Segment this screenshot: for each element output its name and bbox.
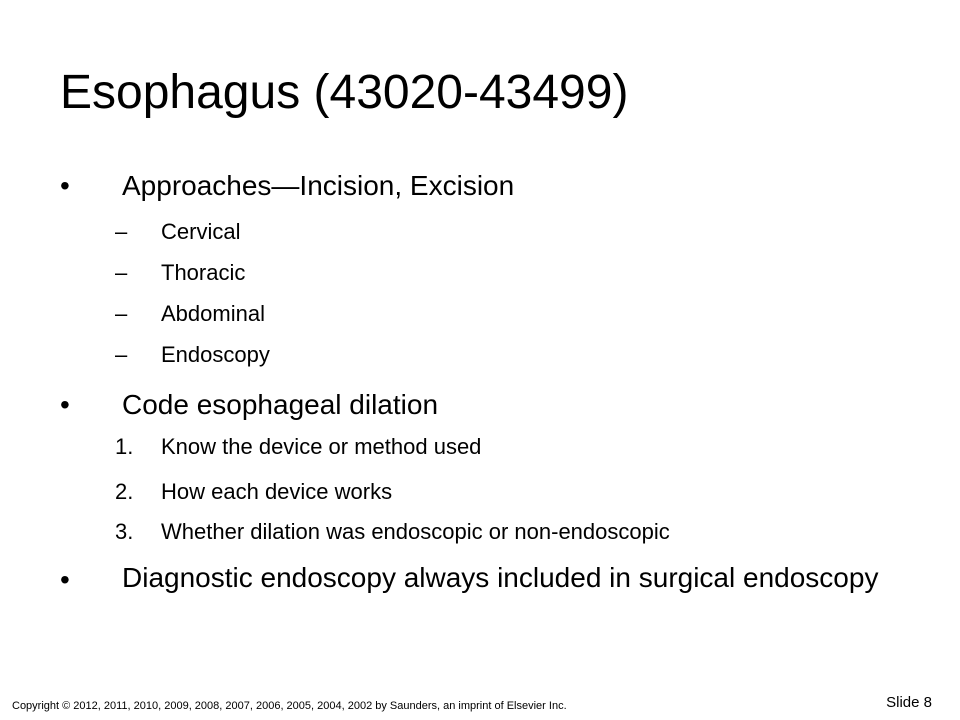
slide-title: Esophagus (43020-43499) xyxy=(60,66,629,119)
list-item-works: How each device works xyxy=(161,479,393,504)
list-number: 2. xyxy=(115,479,134,504)
sub-item-abdominal: Abdominal xyxy=(161,301,265,326)
sub-marker: – xyxy=(115,219,128,244)
list-item-device: Know the device or method used xyxy=(161,434,482,459)
bullet-marker: • xyxy=(60,389,70,420)
bullet-marker: • xyxy=(60,564,70,595)
bullet-approaches: Approaches—Incision, Excision xyxy=(122,170,515,201)
bullet-diagnostic: Diagnostic endoscopy always included in surgical endoscopy xyxy=(122,562,879,593)
sub-marker: – xyxy=(115,342,128,367)
list-item-endoscopic: Whether dilation was endoscopic or non-endoscopic xyxy=(161,519,670,544)
sub-item-thoracic: Thoracic xyxy=(161,260,246,285)
sub-marker: – xyxy=(115,260,128,285)
slide-number: Slide 8 xyxy=(886,694,932,711)
bullet-marker: • xyxy=(60,170,70,201)
bullet-dilation: Code esophageal dilation xyxy=(122,389,439,420)
list-number: 3. xyxy=(115,519,134,544)
sub-item-endoscopy: Endoscopy xyxy=(161,342,270,367)
sub-item-cervical: Cervical xyxy=(161,219,241,244)
list-number: 1. xyxy=(115,434,134,459)
copyright-footer: Copyright © 2012, 2011, 2010, 2009, 2008, 2007, 2006, 2005, 2004, 2002 by Saunders, an imprint of Elsevier Inc. xyxy=(12,700,567,712)
sub-marker: – xyxy=(115,301,128,326)
